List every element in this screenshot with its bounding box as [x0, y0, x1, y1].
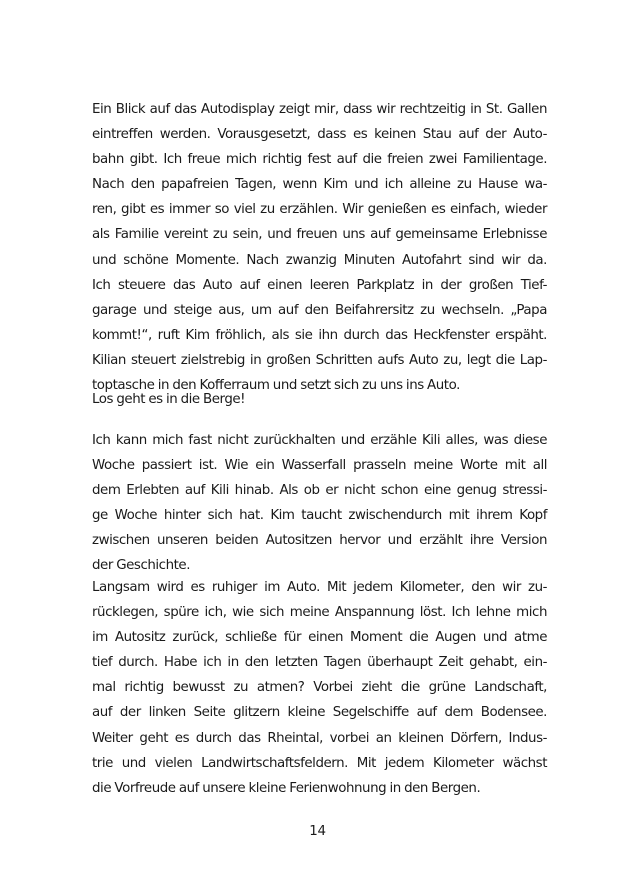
- text-line: tief durch. Habe ich in den letzten Tagen überhaupt Zeit gehabt, ein-: [92, 655, 547, 671]
- text-line: mal richtig bewusst zu atmen? Vorbei zieht die grüne Landschaft,: [92, 680, 547, 696]
- text-line: ge Woche hinter sich hat. Kim taucht zwischendurch mit ihrem Kopf: [92, 508, 547, 524]
- text-line: Ein Blick auf das Autodisplay zeigt mir, dass wir rechtzeitig in St. Gallen: [92, 102, 547, 117]
- text-line: Ich steuere das Auto auf einen leeren Parkplatz in der großen Tief-: [92, 277, 547, 293]
- text-line: der Geschichte.: [92, 558, 191, 574]
- text-line: Nach den papafreien Tagen, wenn Kim und ich alleine zu Hause wa-: [92, 177, 547, 193]
- text-line: ren, gibt es immer so viel zu erzählen. Wir genießen es einfach, wieder: [92, 202, 547, 218]
- text-line: garage und steige aus, um auf den Beifahrersitz zu wechseln. „Papa: [92, 302, 547, 318]
- text-line: eintreffen werden. Vorausgesetzt, dass es keinen Stau auf der Auto-: [92, 127, 547, 143]
- text-line: Kilian steuert zielstrebig in großen Schritten aufs Auto zu, legt die Lap-: [92, 352, 547, 368]
- text-line: kommt!“, ruft Kim fröhlich, als sie ihn durch das Heckfenster erspäht.: [92, 327, 547, 343]
- text-line: toptasche in den Kofferraum und setzt sich zu uns ins Auto.: [92, 378, 460, 394]
- text-line: bahn gibt. Ich freue mich richtig fest auf die freien zwei Familientage.: [92, 152, 547, 168]
- text-line: Ich kann mich fast nicht zurückhalten und erzähle Kili alles, was diese: [92, 433, 547, 448]
- text-line: dem Erlebten auf Kili hinab. Als ob er nicht schon eine genug stressi-: [92, 483, 547, 499]
- text-line: die Vorfreude auf unsere kleine Ferienwohnung in den Bergen.: [92, 780, 481, 796]
- paragraph-conversation: [92, 428, 547, 579]
- text-line: Langsam wird es ruhiger im Auto. Mit jedem Kilometer, den wir zu-: [92, 580, 547, 595]
- text-line: rücklegen, spüre ich, wie sich meine Anspannung löst. Ich lehne mich: [92, 605, 547, 621]
- text-line: als Familie vereint zu sein, und freuen uns auf gemeinsame Erlebnisse: [92, 227, 547, 243]
- text-line: Weiter geht es durch das Rheintal, vorbei an kleinen Dörfern, Indus-: [92, 730, 547, 746]
- text-line: zwischen unseren beiden Autositzen hervor und erzählt ihre Version: [92, 533, 547, 549]
- paragraph-journey: [92, 575, 547, 801]
- paragraph-departure: [92, 387, 547, 412]
- text-line: im Autositz zurück, schließe für einen Moment die Augen und atme: [92, 630, 547, 646]
- page-number: 14: [309, 824, 326, 839]
- text-line: auf der linken Seite glitzern kleine Segelschiffe auf dem Bodensee.: [92, 705, 547, 721]
- text-line: trie und vielen Landwirtschaftsfeldern. Mit jedem Kilometer wächst: [92, 755, 547, 771]
- text-line: Los geht es in die Berge!: [92, 392, 246, 407]
- paragraph-arrival: [92, 97, 547, 398]
- text-line: Woche passiert ist. Wie ein Wasserfall prasseln meine Worte mit all: [92, 458, 547, 474]
- text-line: und schöne Momente. Nach zwanzig Minuten Autofahrt sind wir da.: [92, 252, 547, 268]
